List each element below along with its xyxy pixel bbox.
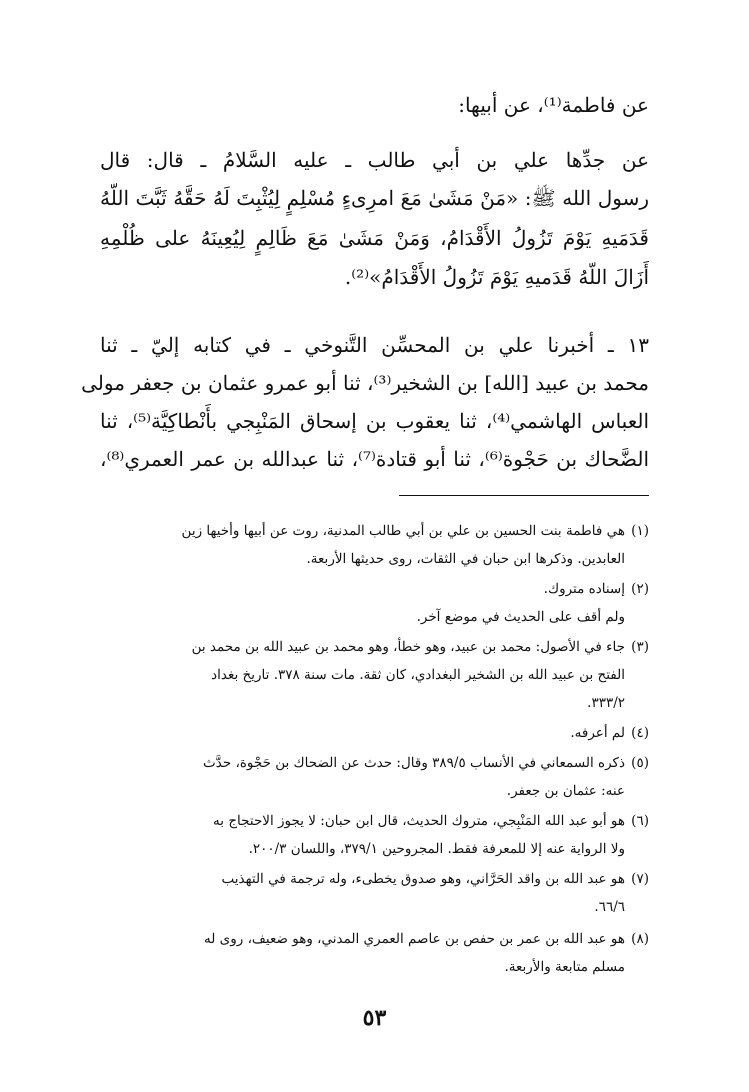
text-line: عن فاطمة⁽¹⁾، عن أبيها: bbox=[458, 93, 649, 117]
text-line: رسول الله ﷺ: «مَنْ مَشَىٰ مَعَ امرِىءٍ مُسْلِمٍ لِيُثْبِتَ لَهُ حَقَّهُ ثَبَّتَ اللّهُ bbox=[100, 186, 649, 210]
footnote-7 bbox=[100, 866, 649, 892]
footnote-number: (٨) bbox=[631, 931, 649, 947]
footnote-1 bbox=[100, 518, 649, 544]
footnote-2 bbox=[100, 576, 649, 602]
text-line: أَزَالَ اللّهُ قَدَميهِ يَوْمَ تَزُولُ الأَقْدَامُ»⁽²⁾. bbox=[344, 265, 649, 289]
footnote-5-continuation: عنه: عثمان بن جعفر. bbox=[506, 783, 625, 799]
footnote-text: هو عبد الله بن واقد الحَرَّاني، وهو صدوق يخطىء، وله ترجمة في التهذيب bbox=[221, 871, 625, 887]
footnote-number: (٦) bbox=[631, 813, 649, 829]
footnote-5 bbox=[100, 750, 649, 776]
footnote-7-continuation: ٦٦/٦. bbox=[594, 899, 625, 915]
footnote-8 bbox=[100, 926, 649, 952]
footnote-number: (٤) bbox=[631, 725, 649, 741]
footnote-text: إسناده متروك. bbox=[543, 581, 625, 597]
footnote-8-continuation: مسلم متابعة والأربعة. bbox=[504, 959, 625, 975]
footnote-1-continuation: العابدين. وذكرها ابن حبان في الثقات، روى حديثها الأربعة. bbox=[306, 551, 625, 567]
footnote-6-continuation: ولا الرواية عنه إلا للمعرفة فقط. المجروحين ٣٧٩/١، واللسان ٢٠٠/٣. bbox=[248, 841, 625, 857]
footnote-3 bbox=[100, 634, 649, 660]
footnote-text: لم أعرفه. bbox=[570, 725, 625, 741]
footnote-number: (٧) bbox=[631, 871, 649, 887]
footnote-text: هي فاطمة بنت الحسين بن علي بن أبي طالب المدنية، روت عن أبيها وأخيها زين bbox=[181, 523, 625, 539]
text-line: العباس الهاشمي⁽⁴⁾، ثنا يعقوب بن إسحاق المَنْبِجي بأَنْطاكِيَّة⁽⁵⁾، ثنا bbox=[100, 409, 649, 433]
footnote-number: (٥) bbox=[631, 755, 649, 771]
footnote-3-continuation: ٣٣٣/٢. bbox=[587, 695, 625, 711]
footnote-text: هو أبو عبد الله المَنْبِجي، متروك الحديث، قال ابن حبان: لا يجوز الاحتجاج به bbox=[213, 813, 625, 829]
footnote-6 bbox=[100, 808, 649, 834]
footnote-separator bbox=[399, 495, 649, 496]
footnote-text: هو عبد الله بن عمر بن حفص بن عاصم العمري المدني، وهو ضعيف، روى له bbox=[204, 931, 625, 947]
footnote-text: ذكره السمعاني في الأنساب ٣٨٩/٥ وقال: حدث عن الضحاك بن حَجْوة، حدَّث bbox=[203, 755, 625, 771]
footnote-3-continuation: الفتح بن عبيد الله بن الشخير البغدادي، كان ثقة. مات سنة ٣٧٨. تاريخ بغداد bbox=[211, 667, 625, 683]
text-line: قَدَمَيهِ يَوْمَ تَزُولُ الأَقْدَامُ، وَمَنْ مَشَىٰ مَعَ ظَالِمٍ لِيُعِينَهُ على ظُلْمِهِ bbox=[100, 226, 649, 250]
footnote-text: جاء في الأصول: محمد بن عبيد، وهو خطأ، وهو محمد بن عبيد الله بن محمد بن bbox=[191, 639, 625, 655]
footnote-number: (٣) bbox=[631, 639, 649, 655]
text-line: عن جدِّها علي بن أبي طالب ـ عليه السَّلامُ ـ قال: قال bbox=[100, 148, 649, 172]
text-line: ١٣ ـ أخبرنا علي بن المحسِّن التَّنوخي ـ في كتابه إليّ ـ ثنا bbox=[100, 333, 649, 357]
footnote-4 bbox=[100, 720, 649, 746]
footnote-2-continuation: ولم أقف على الحديث في موضع آخر. bbox=[416, 609, 625, 625]
text-line: الضَّحاك بن حَجْوة⁽⁶⁾، ثنا أبو قتادة⁽⁷⁾، ثنا عبدالله بن عمر العمري⁽⁸⁾، bbox=[100, 447, 649, 471]
text-line: محمد بن عبيد [الله] بن الشخير⁽³⁾، ثنا أبو عمرو عثمان بن جعفر مولى bbox=[81, 371, 649, 395]
page-number: ٥٣ bbox=[362, 1005, 387, 1031]
footnote-number: (١) bbox=[631, 523, 649, 539]
footnote-number: (٢) bbox=[631, 581, 649, 597]
